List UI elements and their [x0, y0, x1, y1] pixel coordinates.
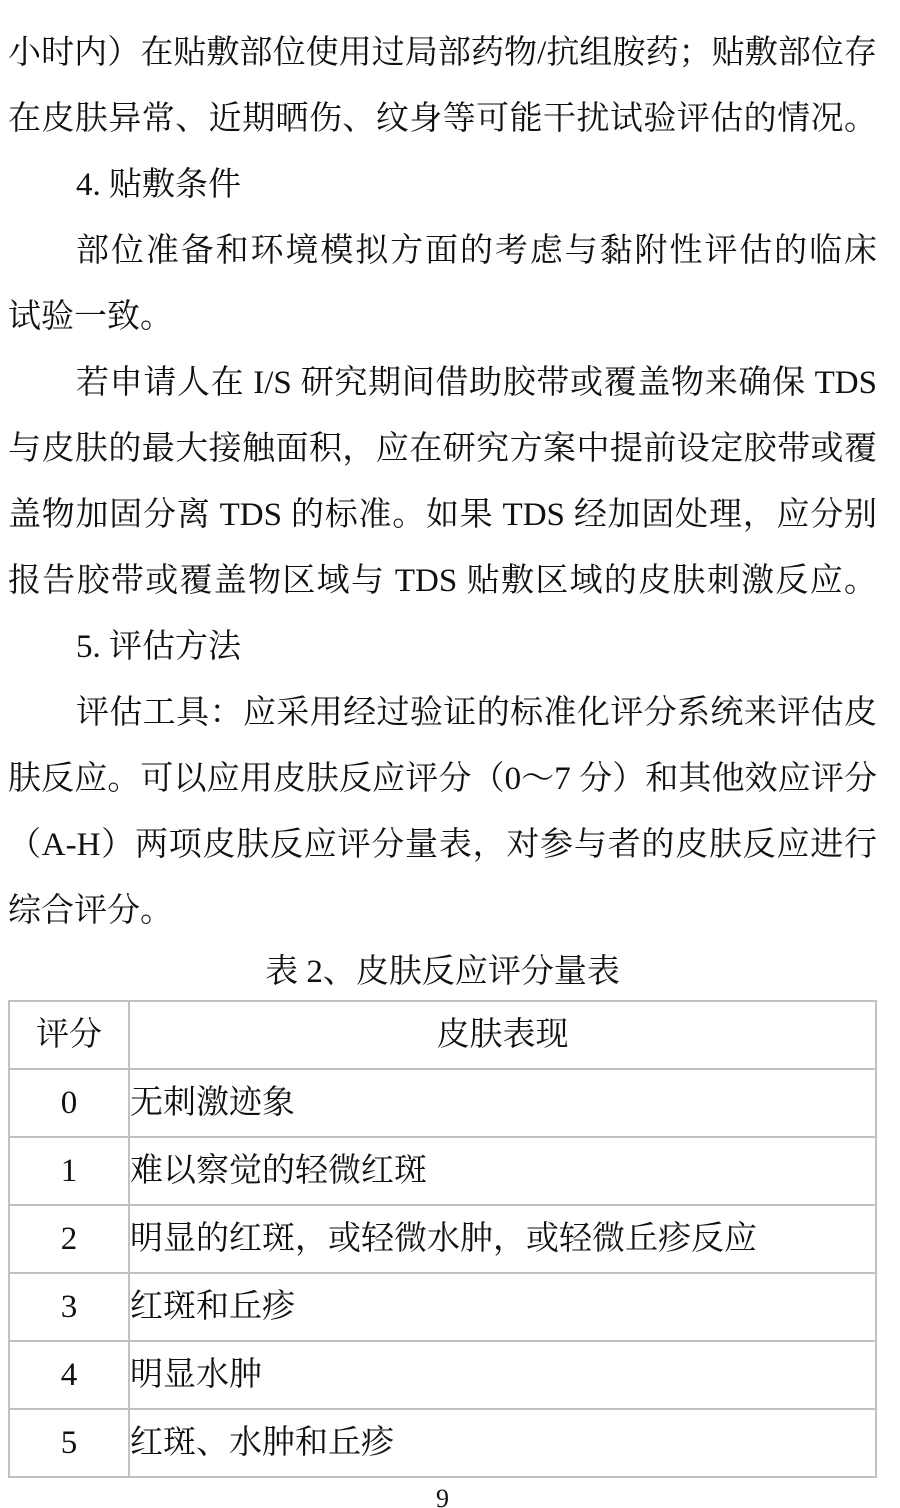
body-line: 报告胶带或覆盖物区域与 TDS 贴敷区域的皮肤刺激反应。 [8, 563, 877, 599]
appearance-column-header: 皮肤表现 [129, 1001, 876, 1069]
score-cell: 4 [9, 1341, 129, 1409]
description-cell: 明显的红斑，或轻微水肿，或轻微丘疹反应 [129, 1205, 876, 1273]
body-line: 评估工具：应采用经过验证的标准化评分系统来评估皮 [76, 695, 877, 731]
body-line: 综合评分。 [8, 893, 173, 929]
body-line: （A-H）两项皮肤反应评分量表，对参与者的皮肤反应进行 [8, 827, 877, 863]
body-line: 若申请人在 I/S 研究期间借助胶带或覆盖物来确保 TDS [76, 365, 877, 401]
table-caption: 表 2、皮肤反应评分量表 [265, 954, 620, 990]
table-row [9, 1273, 876, 1341]
description-cell: 难以察觉的轻微红斑 [129, 1137, 876, 1205]
body-line: 肤反应。可以应用皮肤反应评分（0～7 分）和其他效应评分 [8, 761, 877, 797]
body-line: 在皮肤异常、近期晒伤、纹身等可能干扰试验评估的情况。 [8, 101, 877, 137]
section-heading: 4. 贴敷条件 [76, 167, 241, 203]
body-line: 小时内）在贴敷部位使用过局部药物/抗组胺药；贴敷部位存 [8, 35, 877, 71]
body-line: 试验一致。 [8, 299, 173, 335]
table-row [9, 1137, 876, 1205]
table-row [9, 1409, 876, 1477]
description-cell: 红斑和丘疹 [129, 1273, 876, 1341]
score-cell: 0 [9, 1069, 129, 1137]
table-row [9, 1205, 876, 1273]
body-line: 部位准备和环境模拟方面的考虑与黏附性评估的临床 [76, 233, 877, 269]
page-number: 9 [436, 1484, 449, 1508]
table-row [9, 1069, 876, 1137]
score-column-header: 评分 [9, 1001, 129, 1069]
table-header-row [9, 1001, 876, 1069]
description-cell: 红斑、水肿和丘疹 [129, 1409, 876, 1477]
table-row [9, 1341, 876, 1409]
body-line: 盖物加固分离 TDS 的标准。如果 TDS 经加固处理，应分别 [8, 497, 877, 533]
score-cell: 3 [9, 1273, 129, 1341]
description-cell: 无刺激迹象 [129, 1069, 876, 1137]
score-cell: 2 [9, 1205, 129, 1273]
section-heading: 5. 评估方法 [76, 629, 241, 665]
skin-reaction-score-table [8, 1000, 877, 1478]
description-cell: 明显水肿 [129, 1341, 876, 1409]
score-cell: 1 [9, 1137, 129, 1205]
score-cell: 5 [9, 1409, 129, 1477]
body-line: 与皮肤的最大接触面积，应在研究方案中提前设定胶带或覆 [8, 431, 877, 467]
